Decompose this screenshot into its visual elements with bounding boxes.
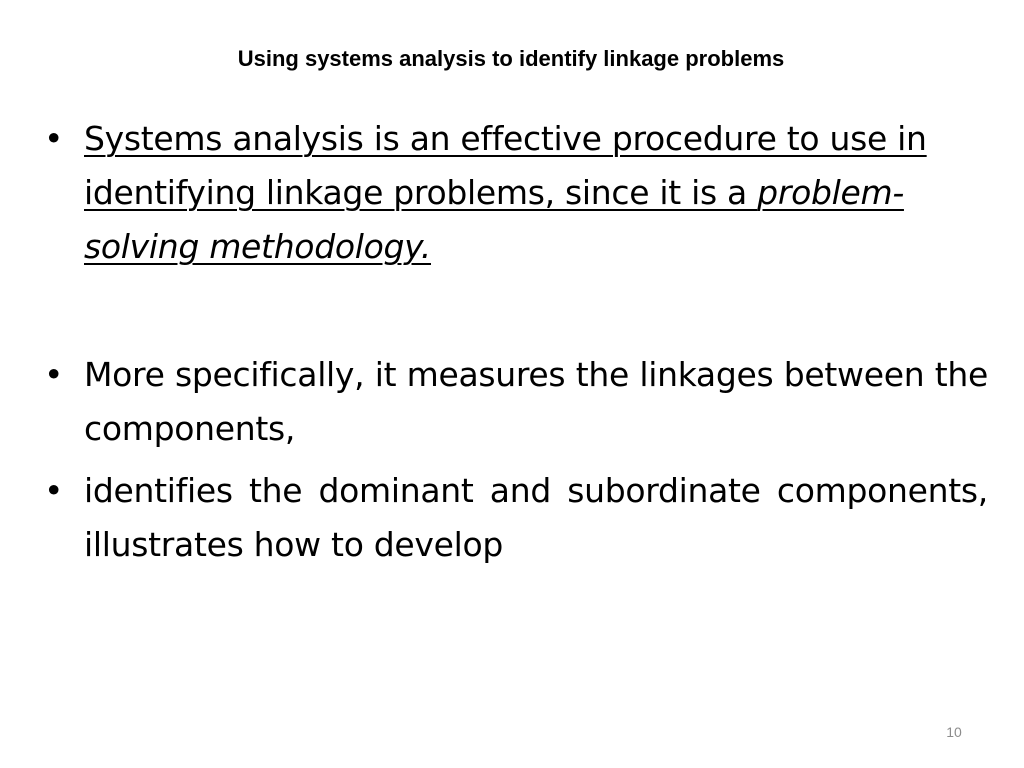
slide-title (0, 44, 1024, 74)
bullet-emphasis-text: problem-solving methodology. (84, 173, 904, 266)
bullet-icon: • (44, 119, 64, 158)
slide-title-text: Using systems analysis to identify linkage problems (237, 46, 785, 71)
bullet-item (44, 112, 988, 274)
bullet-item (44, 348, 988, 456)
bullet-icon: • (44, 355, 64, 394)
bullet-icon: • (44, 471, 64, 510)
bullet-list (44, 112, 988, 572)
bullet-text: identifies the dominant and subordinate components, illustrates how to develop (84, 471, 988, 564)
bullet-text: Systems analysis is an effective procedure to use in identifying linkage problems, since it is a (84, 119, 927, 212)
bullet-text: More specifically, it measures the linkages between the components, (84, 355, 988, 448)
page-number: 10 (946, 724, 962, 740)
bullet-item (44, 464, 988, 572)
